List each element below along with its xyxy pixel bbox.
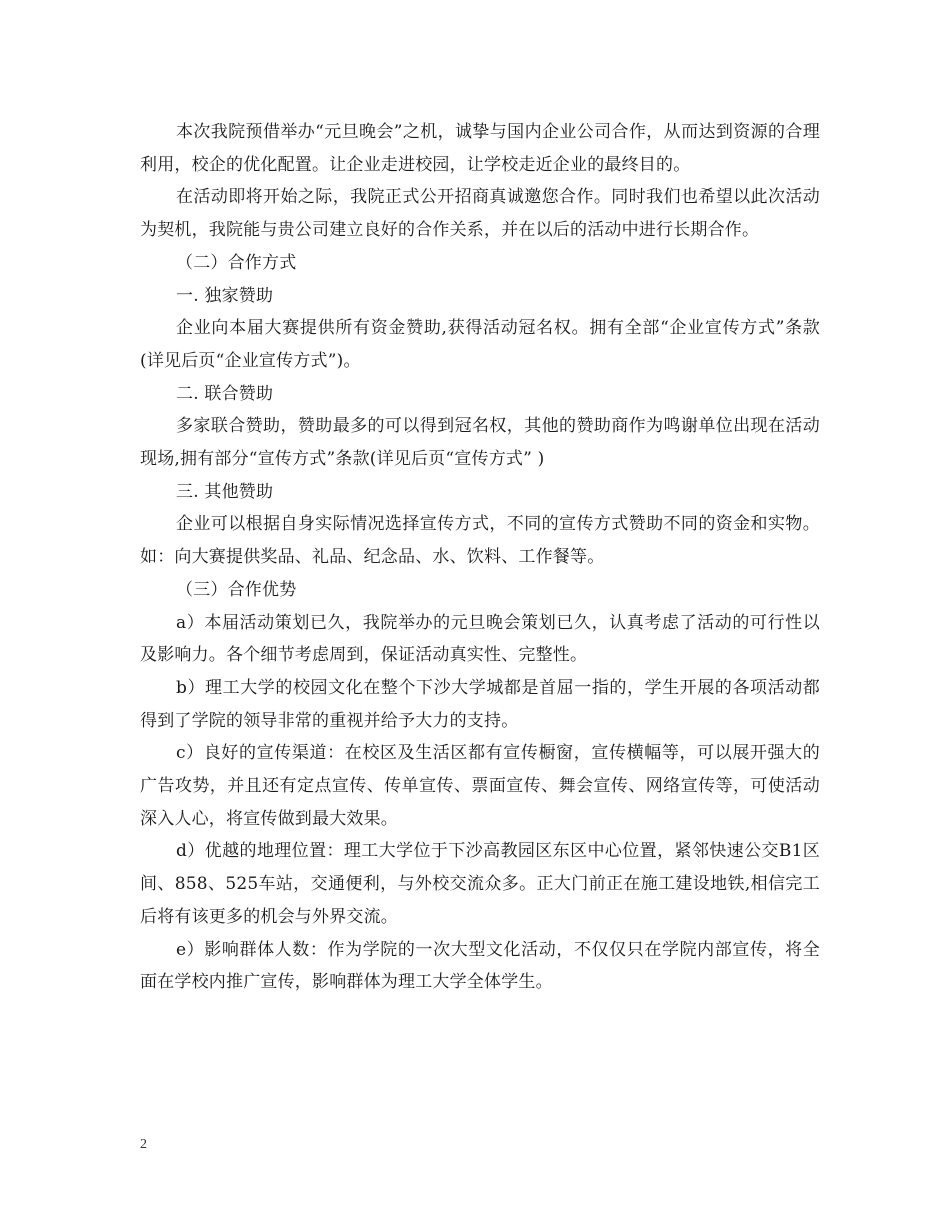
subheading-other-sponsor: 三. 其他赞助 — [176, 481, 274, 502]
page-number: 2 — [140, 1137, 147, 1152]
joint-sponsor-paragraph: 多家联合赞助，赞助最多的可以得到冠名权，其他的赞助商作为鸣谢单位出现在活动现场,拥有部分“宣传方式”条款(详见后页“宣传方式” ) — [140, 416, 820, 470]
subheading-exclusive-sponsor: 一. 独家赞助 — [176, 285, 274, 306]
exclusive-sponsor-paragraph: 企业向本届大赛提供所有资金赞助,获得活动冠名权。拥有全部“企业宣传方式”条款(详见后页“企业宣传方式”)。 — [140, 318, 820, 371]
section-heading-cooperation-advantages: （三）合作优势 — [176, 579, 297, 600]
advantage-item-e: e）影响群体人数：作为学院的一次大型文化活动，不仅仅只在学院内部宣传，将全面在学校内推广宣传，影响群体为理工大学全体学生。 — [140, 939, 820, 993]
advantage-item-d: d）优越的地理位置：理工大学位于下沙高教园区东区中心位置，紧邻快速公交B1区间、858、525车站，交通便利，与外校交流众多。正大门前正在施工建设地铁,相信完工后将有该更多的机会与外界交流。 — [140, 841, 820, 927]
intro-paragraph: 本次我院预借举办“元旦晚会”之机，诚挚与国内企业公司合作，从而达到资源的合理利用，校企的优化配置。让企业走进校园，让学校走近企业的最终目的。 — [140, 122, 820, 175]
advantage-item-b: b）理工大学的校园文化在整个下沙大学城都是首屈一指的，学生开展的各项活动都得到了学院的领导非常的重视并给予大力的支持。 — [140, 677, 820, 731]
invitation-paragraph: 在活动即将开始之际，我院正式公开招商真诚邀您合作。同时我们也希望以此次活动为契机，我院能与贵公司建立良好的合作关系，并在以后的活动中进行长期合作。 — [140, 187, 820, 241]
other-sponsor-paragraph: 企业可以根据自身实际情况选择宣传方式，不同的宣传方式赞助不同的资金和实物。如：向大赛提供奖品、礼品、纪念品、水、饮料、工作餐等。 — [140, 514, 820, 568]
advantage-item-c: c）良好的宣传渠道：在校区及生活区都有宣传橱窗，宣传横幅等，可以展开强大的广告攻势，并且还有定点宣传、传单宣传、票面宣传、舞会宣传、网络宣传等，可使活动深入人心，将宣传做到最大效果。 — [140, 743, 820, 829]
advantage-item-a: a）本届活动策划已久，我院举办的元旦晚会策划已久，认真考虑了活动的可行性以及影响力。各个细节考虑周到，保证活动真实性、完整性。 — [140, 612, 820, 666]
section-heading-cooperation-methods: （二）合作方式 — [176, 252, 297, 273]
subheading-joint-sponsor: 二. 联合赞助 — [176, 383, 274, 404]
document-body — [140, 116, 820, 999]
